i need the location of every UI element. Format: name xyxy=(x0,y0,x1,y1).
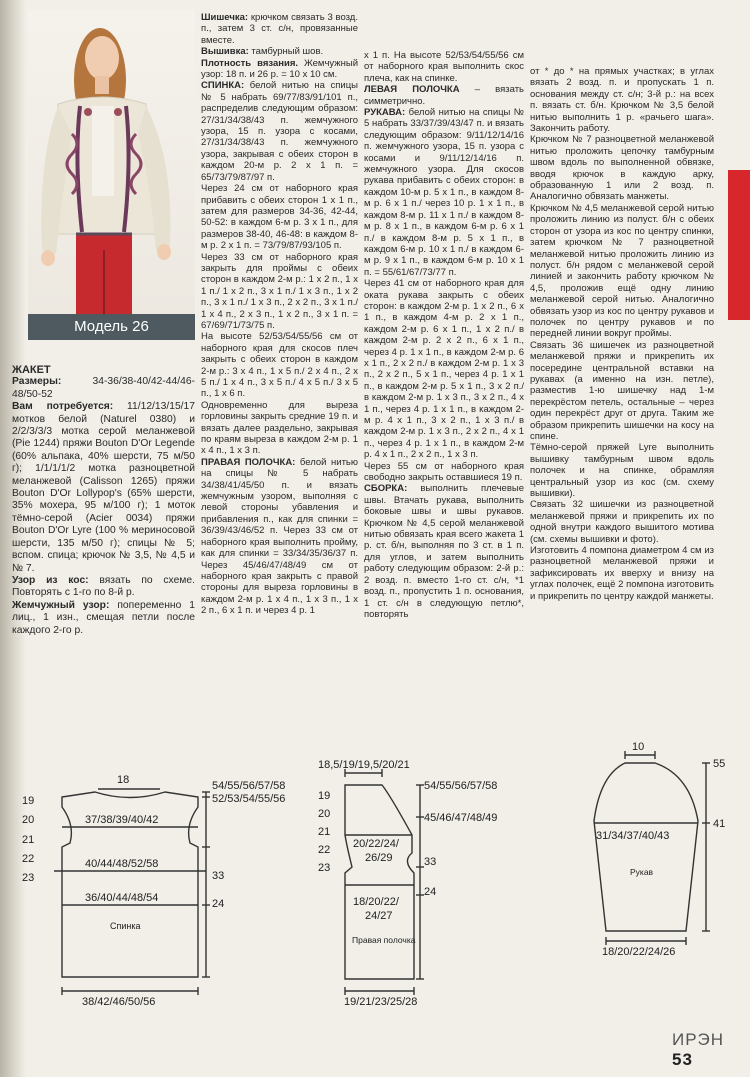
finishing-paragraph-4: Связать 36 шишечек из разноцветной меланжевой пряжи и прикрепить их посередине центральной вставки на рукавах (а именно на изн. петле), разместив 1-ю шишечку над 1-м перекрёстом петель, остальные – через один перекрёст друг от друга. Таким же образом прикрепить шишечки на косу на спине. xyxy=(530,339,714,442)
cable-paragraph xyxy=(12,575,195,600)
back-height-1: 54/55/56/57/58 xyxy=(212,780,286,792)
front-width-1: 20/22/24/ xyxy=(353,838,399,850)
left-front-text: – вязать симметрично. xyxy=(364,84,524,107)
back-mark-4: 22 xyxy=(22,853,35,865)
front-mark-5: 23 xyxy=(318,862,331,874)
front-top-width: 18,5/19/19,5/20/21 xyxy=(318,759,410,771)
sleeve-top-width: 10 xyxy=(632,741,645,753)
front-height-3: 33 xyxy=(424,856,437,868)
back-width-2: 40/44/48/52/58 xyxy=(85,858,159,870)
left-front-label: ЛЕВАЯ ПОЛОЧКА xyxy=(364,84,460,96)
assembly-paragraph xyxy=(364,483,524,620)
back-text: белой нитью на спицы № 5 набрать 69/77/83/91/101 п., распределив следующим образом: 27/31/34/38/43 п. жемчужного узора, 15 п. узора с косами, 27/31/34/38/43 п. жемчужного узора, закрывая с обеих сторон в каждом 20-м р. 2 х 1 п. = 65/73/79/87/97 п. xyxy=(201,80,358,183)
back-paragraph xyxy=(201,80,358,183)
model-photo xyxy=(28,10,195,340)
back-neck-width: 18 xyxy=(117,774,130,786)
back-width-3: 36/40/44/48/54 xyxy=(85,892,159,904)
back-width-1: 37/38/39/40/42 xyxy=(85,814,159,826)
sleeve-label: Рукав xyxy=(630,867,654,877)
sleeves-label: РУКАВА: xyxy=(364,107,406,119)
back-increase-paragraph: Через 24 см от наборного края прибавить с обеих сторон 1 х 1 п., затем для размеров 34-36, 42-44, 50-52: в каждом 6-м р. 3 х 1 п., для размеров 38-40, 46-48: в каждом 8-м р. 2 х 1 п. = 73/79/87/93/105 п. xyxy=(201,183,358,252)
front-width-1b: 26/29 xyxy=(365,852,393,864)
back-bottom-width: 38/42/46/50/56 xyxy=(82,996,156,1008)
column-1 xyxy=(12,364,195,637)
back-height-4: 24 xyxy=(212,898,225,910)
right-front-paragraph xyxy=(201,457,358,617)
sizes-paragraph xyxy=(12,376,195,401)
front-mark-4: 22 xyxy=(318,844,331,856)
pearl-value: попеременно 1 лиц., 1 изн., смещая петли после каждого 2-го р. xyxy=(12,599,195,636)
sizes-value: 34-36/38-40/42-44/46-48/50-52 xyxy=(12,376,195,400)
right-front-label: ПРАВАЯ ПОЛОЧКА: xyxy=(201,456,296,468)
front-mark-2: 20 xyxy=(318,808,331,820)
finishing-paragraph-2: Крючком № 7 разноцветной меланжевой нитью проложить цепочку тамбурным швом вдоль по выполненной обвязке, вводя крючок в каждую арку, образованную 1 или 2 возд. п. Аналогично обвязать манжеты. xyxy=(530,134,714,203)
finishing-paragraph-7: Изготовить 4 помпона диаметром 4 см из разноцветной меланжевой пряжи и зафиксировать их вверху и внизу на углах полочек, ещё 2 помпона изготовить и прикрепить по центру каждой манжеты. xyxy=(530,545,714,602)
column-2 xyxy=(201,12,358,617)
embroidery-paragraph xyxy=(201,46,358,57)
back-label: СПИНКА: xyxy=(201,80,245,92)
embroidery-text: тамбурный шов. xyxy=(251,46,324,58)
finishing-paragraph-1: от * до * на прямых участках; в углах вязать 2 возд. п. и пропускать 1 п. основания между ст. с/н; 3-й р.: на всех п. вязать ст. б/н. Крючком № 3,5 белой нитью выполнить 1 р. «рачьего шага». Закончить работу. xyxy=(530,66,714,135)
cable-value: вязать по схеме. Повторять с 1-го по 8-й р. xyxy=(12,574,195,599)
front-bottom-width: 19/21/23/25/28 xyxy=(344,996,418,1008)
finishing-paragraph-6: Связать 32 шишечки из разноцветной меланжевой пряжи и прикрепить их по одной внутри каждого вышитого мотива (см. схемы вышивки и фото). xyxy=(530,499,714,545)
gauge-text: Жемчужный узор: 18 п. и 26 р. = 10 х 10 см. xyxy=(201,57,358,81)
magazine-brand: ИРЭН xyxy=(672,1030,725,1049)
sleeve-width: 31/34/37/40/43 xyxy=(596,830,670,842)
armhole-paragraph: Через 33 см от наборного края закрыть для проймы с обеих сторон в каждом 2-м р.: 1 х 2 п., 1 х 1 п./ 1 х 2 п., 3 х 1 п./ 1 х 3 п., 1 х 2 п., 3 х 1 п./ 1 х 3 п., 2 х 2 п., 3 х 1 п./ 1 х 4 п., 2 х 3 п., 1 х 2 п., 3 х 1 п. = 67/69/71/73/75 п. xyxy=(201,251,358,331)
finishing-paragraph-3: Крючком № 4,5 меланжевой серой нитью проложить линию из полуст. б/н с обеих сторон от узора из кос по центру спинки, затем крючком № 7 разноцветной меланжевой нитью проложить линию из полуст. б/н рядом с меланжевой серой линией и закончить работу крючком № 4,5, проложив ещё одну линию меланжевой серой нитью. Аналогично обвязать узор из кос по центру рукавов и полочек по центру рукавов и по передней линии вокруг проймы. xyxy=(530,202,714,340)
left-front-paragraph xyxy=(364,84,524,107)
neckline-paragraph: Одновременно для выреза горловины закрыть средние 19 п. и вязать далее раздельно, закрывая по краям выреза в каждом 2-м р. 1 х 4 п., 1 х 3 п. xyxy=(201,399,358,457)
sleeve-cap-paragraph: Через 41 см от наборного края для оката рукава закрыть с обеих сторон: в каждом 2-м р. 1 х 2 п., 6 х 1 п., в каждом 4-м р. 2 х 1 п., каждом 2-м р. 6 х 1 п., 1 х 2 п./ в каждом 2-м р. 2 х 2 п., 6 х 1 п., через 4 р. 1 х 1 п., в каждом 2-м р. 6 х 1 п., 2 х 2 п./ в каждом 2-м р. 1 х 3 п., 2 х 2 п., 5 х 1 п., через 4 р. 1 х 1 п., в каждом 2-м р. 5 х 1 п., 3 х 2 п./ в каждом 2-м р. 1 х 3 п., 3 х 2 п., 4 х 1 п., через 4 р. 1 х 1 п., в каждом 2-м р. 4 х 1 п., 3 х 2 п., 1 х 3 п./ в каждом 2-м р. 1 х 3 п., 2 х 2 п., 4 х 1 п., через 4 р. 1 х 1 п., в каждом 2-м р. 4 х 1 п., 2 х 2 п., 1 х 3 п. xyxy=(364,278,524,461)
pearl-paragraph xyxy=(12,600,195,637)
front-outline xyxy=(345,785,414,979)
assembly-text: выполнить плечевые швы. Втачать рукава, выполнить боковые швы и швы рукавов. Крючком № 4,5 серой меланжевой нитью обвязать края всего жакета 1 р. ст. б/н, выполняя по 3 ст. в 1 п. для углов, и затем выполнить работу следующим образом: 2-й р.: 2 возд. п. вместо 1-го ст. с/н, *1 возд. п., пропустить 1 п. основания, 1 ст. с/н в следующую петлю*, повторять xyxy=(364,483,524,620)
back-mark-1: 19 xyxy=(22,795,35,807)
page-number: 53 xyxy=(672,1050,693,1069)
sleeve-bottom-width: 18/20/22/24/26 xyxy=(602,946,676,958)
bobble-label: Шишечка: xyxy=(201,12,249,23)
column-3 xyxy=(364,50,524,620)
materials-value: 11/12/13/15/17 мотков белой (Naturel 0380) и 2/2/3/3/3 мотка серой меланжевой (Pie 1244) пряжи Bouton D'Or Legende (60% альпака, 40% шерсти, 75 м/50 г); 1/1/1/1/2 мотка разноцветной меланжевой (Calisson 1265) пряжи Bouton D'Or Lollypop's (65% шерсти, 35% мохера, 95 м/100 г); 1 моток тёмно-серой (Acier 0034) пряжи Bouton D'Or Lyre (100 % мериносовой шерсти, 135 м/50 г); спицы № 5; вспом. спица; крючок № 3,5, № 4,5 и № 7. xyxy=(12,401,195,574)
front-label: Правая полочка xyxy=(352,935,416,945)
back-mark-5: 23 xyxy=(22,872,35,884)
front-width-2b: 24/27 xyxy=(365,910,393,922)
front-mark-1: 19 xyxy=(318,790,331,802)
front-width-2: 18/20/22/ xyxy=(353,896,399,908)
back-mark-3: 21 xyxy=(22,834,35,846)
front-mark-3: 21 xyxy=(318,826,331,838)
sleeves-text: белой нитью на спицы № 5 набрать 33/37/39/43/47 п. и вязать следующим образом: 9/11/12/14/16 п. жемчужного узора, 15 п. узора с косами и 9/11/12/14/16 п. жемчужного узора. Для скосов рукава прибавить с обеих сторон: в каждом 10-м р. 5 х 1 п., в каждом 8-м р. 6 х 1 п./ через 10 р. 1 х 1 п., в каждом 8-м р. 11 х 1 п./ в каждом 8-м р. 8 х 1 п., в каждом 6-м р. 6 х 1 п./ в каждом 8-м р. 5 х 1 п., в каждом 6-м р. 10 х 1 п./ в каждом 6-м р. 9 х 1 п., в каждом 6-м р. 10 х 1 п. = 55/61/67/73/77 п. xyxy=(364,107,524,278)
front-shoulder-paragraph: х 1 п. На высоте 52/53/54/55/56 см от наборного края выполнить скос плеча, как на спинке. xyxy=(364,50,524,84)
bobble-paragraph xyxy=(201,12,358,46)
pattern-diagrams xyxy=(0,735,750,1025)
model-illustration xyxy=(28,10,195,340)
sleeve-bindoff-paragraph: Через 55 см от наборного края свободно закрыть оставшиеся 19 п. xyxy=(364,460,524,484)
sizes-label: Размеры: xyxy=(12,376,62,388)
front-height-4: 24 xyxy=(424,886,437,898)
back-height-3: 33 xyxy=(212,870,225,882)
back-mark-2: 20 xyxy=(22,814,35,826)
pearl-label: Жемчужный узор: xyxy=(12,599,110,611)
embroidery-label: Вышивка: xyxy=(201,46,249,58)
right-front-text: белой нитью на спицы № 5 набрать 34/38/41/45/50 п. и вязать жемчужным узором, выполняя с левой стороны убавления и прибавления п., как для спинки = 36/39/43/46/52 п. Через 33 см от наборного края выполнить пройму, как для спинки = 33/34/35/36/37 п. Через 45/46/47/48/49 см от наборного края закрыть с правой стороны для выреза горловины в каждом 2-м р. 1 х 4 п., 1 х 3 п., 1 х 2 п., 6 х 1 п. и через 4 р. 1 xyxy=(201,456,358,617)
materials-label: Вам потребуется: xyxy=(12,401,114,413)
column-4 xyxy=(530,66,714,602)
page-footer xyxy=(672,1030,750,1070)
materials-paragraph xyxy=(12,401,195,575)
front-height-2: 45/46/47/48/49 xyxy=(424,812,498,824)
gauge-label: Плотность вязания. xyxy=(201,57,299,69)
back-height-2: 52/53/54/55/56 xyxy=(212,793,286,805)
assembly-label: СБОРКА: xyxy=(364,483,408,495)
sleeve-height-1: 55 xyxy=(713,758,726,770)
model-caption: Модель 26 xyxy=(28,314,195,340)
back-label: Спинка xyxy=(110,921,141,931)
gauge-paragraph xyxy=(201,58,358,81)
sleeve-height-2: 41 xyxy=(713,818,726,830)
sleeve-outline xyxy=(594,763,698,931)
shoulder-paragraph: На высоте 52/53/54/55/56 см от наборного края для скосов плеч закрыть с обеих сторон в каждом 2-м р.: 3 х 4 п., 1 х 5 п./ 2 х 4 п., 2 х 5 п./ 1 х 4 п., 3 х 5 п./ 4 х 5 п./ 3 х 5 п., 1 х 6 п. xyxy=(201,331,358,400)
cable-label: Узор из кос: xyxy=(12,574,89,586)
section-title: ЖАКЕТ xyxy=(12,364,51,376)
sleeves-paragraph xyxy=(364,107,524,278)
red-edge-tab xyxy=(728,170,750,320)
finishing-paragraph-5: Тёмно-серой пряжей Lyre выполнить вышивку тамбурным швом вдоль полочек и на спинке, обрамляя центральный узор из кос (см. схему вышивки). xyxy=(530,442,714,500)
bobble-text: крючком связать 3 возд. п., затем 3 ст. с/н, провязанные вместе. xyxy=(201,12,358,46)
front-height-1: 54/55/56/57/58 xyxy=(424,780,498,792)
